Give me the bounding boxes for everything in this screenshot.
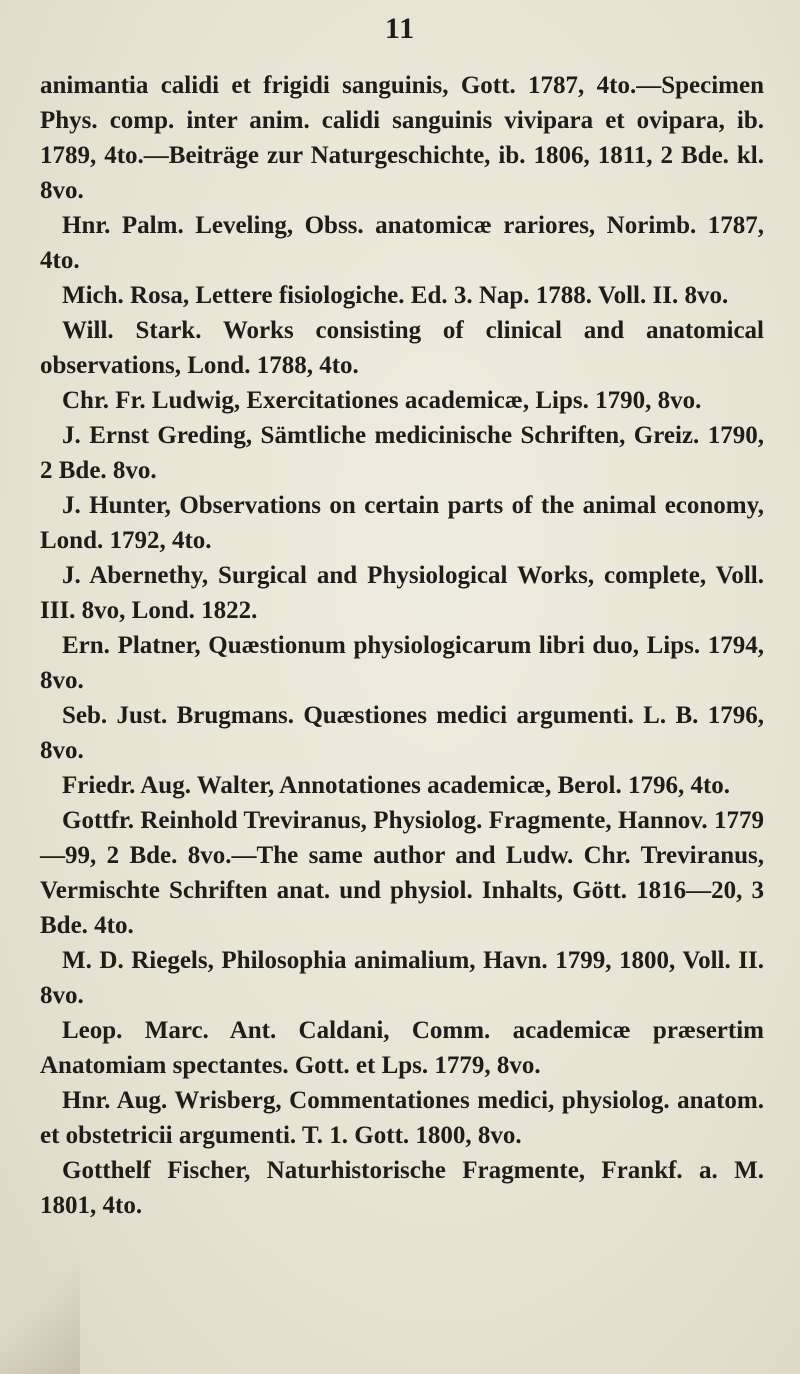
page-edge-shadow — [0, 1254, 80, 1374]
bibliography-entry: Friedr. Aug. Walter, Annotationes academicæ, Berol. 1796, 4to. — [62, 772, 731, 799]
bibliography-entry: Seb. Just. Brugmans. Quæstiones medici argumenti. L. B. 1796, 8vo. — [40, 702, 764, 764]
bibliography-entry: Gotthelf Fischer, Naturhistorische Fragmente, Frankf. a. M. 1801, 4to. — [40, 1157, 764, 1219]
bibliography-entry: J. Hunter, Observations on certain parts of the animal economy, Lond. 1792, 4to. — [40, 492, 764, 554]
bibliography-entry: Will. Stark. Works consisting of clinical and anatomical observations, Lond. 1788, 4to. — [40, 317, 764, 379]
page-number: 11 — [384, 12, 416, 45]
bibliography-entry: Hnr. Aug. Wrisberg, Commentationes medici, physiolog. anatom. et obstetricii argumenti. T. 1. Gott. 1800, 8vo. — [40, 1087, 764, 1149]
bibliography-entry: J. Abernethy, Surgical and Physiological Works, complete, Voll. III. 8vo, Lond. 1822. — [40, 562, 764, 624]
bibliography-entry: animantia calidi et frigidi sanguinis, Gott. 1787, 4to.—Specimen Phys. comp. inter anim. calidi sanguinis vivipara et ovipara, ib. 1789, 4to.—Beiträge zur Naturgeschichte, ib. 1806, 1811, 2 Bde. kl. 8vo. — [40, 72, 764, 204]
bibliography-list — [40, 68, 764, 1223]
bibliography-entry: Ern. Platner, Quæstionum physiologicarum libri duo, Lips. 1794, 8vo. — [40, 632, 764, 694]
bibliography-entry: Leop. Marc. Ant. Caldani, Comm. academicæ præsertim Anatomiam spectantes. Gott. et Lps. 1779, 8vo. — [40, 1017, 764, 1079]
bibliography-entry: Hnr. Palm. Leveling, Obss. anatomicæ rariores, Norimb. 1787, 4to. — [40, 212, 764, 274]
bibliography-entry: Chr. Fr. Ludwig, Exercitationes academicæ, Lips. 1790, 8vo. — [62, 387, 702, 414]
bibliography-entry: Mich. Rosa, Lettere fisiologiche. Ed. 3. Nap. 1788. Voll. II. 8vo. — [62, 282, 729, 309]
bibliography-entry: Gottfr. Reinhold Treviranus, Physiolog. Fragmente, Hannov. 1779—99, 2 Bde. 8vo.—The same author and Ludw. Chr. Treviranus, Vermischte Schriften anat. und physiol. Inhalts, Gött. 1816—20, 3 Bde. 4to. — [40, 807, 764, 939]
bibliography-entry: J. Ernst Greding, Sämtliche medicinische Schriften, Greiz. 1790, 2 Bde. 8vo. — [40, 422, 764, 484]
bibliography-entry: M. D. Riegels, Philosophia animalium, Havn. 1799, 1800, Voll. II. 8vo. — [40, 947, 764, 1009]
